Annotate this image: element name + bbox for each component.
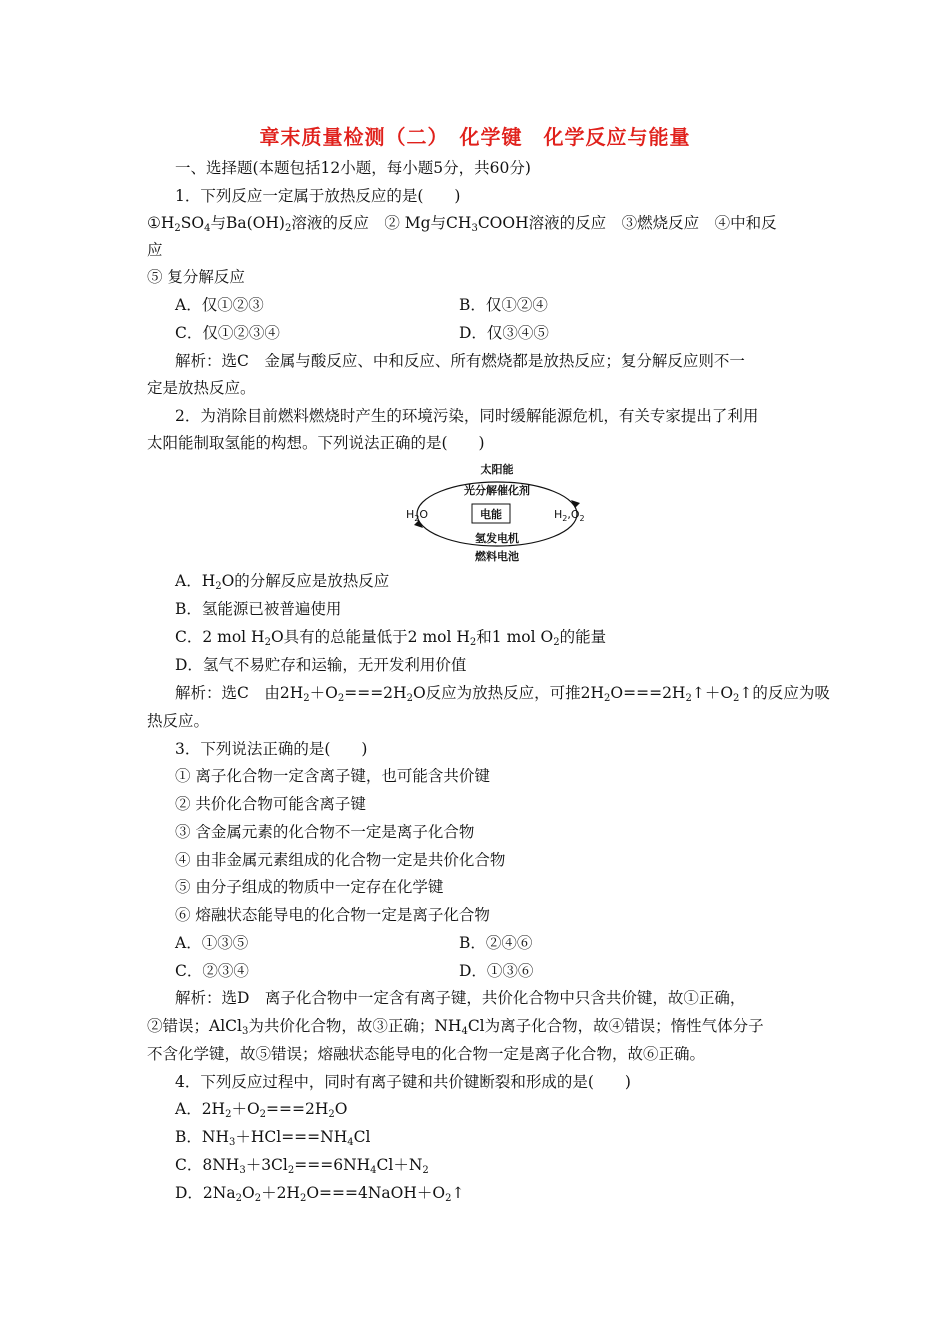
q4-option-d: D．$2Na_2O_2+2H_2O===4NaOH+O_2↑$ — [175, 1184, 465, 1204]
q1-items-wrap: 应 — [147, 241, 163, 259]
q1-option-b: B．仅①②④ — [459, 296, 548, 314]
q3-stem: 3．下列说法正确的是( ) — [175, 740, 368, 758]
q3-option-c: C．②③④ — [175, 962, 249, 980]
q4-option-b: B．$NH_3+HCl===NH_4Cl$ — [175, 1128, 371, 1148]
q2-option-c: C．2 mol $H_2O$具有的总能量低于2 mol $H_2$和1 mol $O_2$的能量 — [175, 628, 607, 648]
page-title: 章末质量检测（二） 化学键 化学反应与能量 — [259, 125, 691, 149]
q1-option-d: D．仅③④⑤ — [459, 324, 549, 342]
q2-stem-wrap: 太阳能制取氢能的构想。下列说法正确的是( ) — [147, 434, 485, 452]
q2-option-a: A．$H_2O$的分解反应是放热反应 — [175, 572, 390, 592]
q3-analysis-line3: 不含化学键，故⑤错误；熔融状态能导电的化合物一定是离子化合物，故⑥正确。 — [147, 1045, 706, 1063]
hydrogen-cycle-diagram — [392, 460, 602, 568]
q3-item-2: ② 共价化合物可能含离子键 — [175, 795, 366, 813]
q1-option-c: C．仅①②③④ — [175, 324, 280, 342]
label-generator: 氢发电机 — [475, 532, 519, 545]
q3-analysis-line2: ②错误；AlCl$_3$为共价化合物，故③正确；$NH_4Cl$为离子化合物，故④错误；惰性气体分子 — [147, 1017, 764, 1037]
q1-item5: ⑤ 复分解反应 — [147, 268, 245, 286]
q3-item-3: ③ 含金属元素的化合物不一定是离子化合物 — [175, 823, 475, 841]
label-solar: 太阳能 — [480, 463, 514, 476]
q3-analysis: 解析：选D 离子化合物中一定含有离子键，共价化合物中只含共价键，故①正确， — [175, 989, 746, 1007]
q3-option-d: D．①③⑥ — [459, 962, 534, 980]
q1-analysis-wrap: 定是放热反应。 — [147, 379, 256, 397]
section-heading: 一、选择题(本题包括12小题，每小题5分，共60分) — [175, 159, 531, 177]
label-water: $H_2O$ — [406, 508, 429, 523]
label-fuel-cell: 燃料电池 — [475, 550, 519, 563]
q3-item-5: ⑤ 由分子组成的物质中一定存在化学键 — [175, 878, 444, 896]
q1-items: $①H_2SO_4$与$Ba(OH)_2$溶液的反应 ② Mg与$CH_3COOH$溶液的反应 ③燃烧反应 ④中和反 — [147, 214, 777, 234]
q4-option-c: C．$8NH_3+3Cl_2===6NH_4Cl+N_2$ — [175, 1156, 429, 1176]
q1-option-a: A．仅①②③ — [175, 296, 264, 314]
q1-stem: 1．下列反应一定属于放热反应的是( ) — [175, 187, 461, 205]
q4-stem: 4．下列反应过程中，同时有离子键和共价键断裂和形成的是( ) — [175, 1073, 631, 1091]
label-catalyst: 光分解催化剂 — [464, 484, 530, 497]
q4-option-a: A．$2H_2+O_2===2H_2O$ — [175, 1100, 348, 1120]
q3-item-6: ⑥ 熔融状态能导电的化合物一定是离子化合物 — [175, 906, 490, 924]
q1-analysis: 解析：选C 金属与酸反应、中和反应、所有燃烧都是放热反应；复分解反应则不一 — [175, 352, 745, 370]
q2-stem: 2．为消除目前燃料燃烧时产生的环境污染，同时缓解能源危机，有关专家提出了利用 — [175, 407, 759, 425]
q3-option-b: B．②④⑥ — [459, 934, 533, 952]
q3-option-a: A．①③⑤ — [175, 934, 249, 952]
q3-item-1: ① 离子化合物一定含离子键，也可能含共价键 — [175, 767, 490, 785]
q2-option-d: D．氢气不易贮存和运输，无开发利用价值 — [175, 656, 467, 674]
label-h2-o2: $H_2,O_2$ — [554, 508, 585, 523]
q2-analysis-wrap: 热反应。 — [147, 712, 210, 730]
q2-option-b: B．氢能源已被普遍使用 — [175, 600, 342, 618]
q2-analysis: 解析：选C 由$2H_2+O_2===2H_2O$反应为放热反应，可推$2H_2O===2H_2↑+O_2↑$的反应为吸 — [175, 684, 830, 704]
arrow-right-icon — [571, 500, 580, 508]
label-electric: 电能 — [480, 508, 502, 521]
q3-item-4: ④ 由非金属元素组成的化合物一定是共价化合物 — [175, 851, 506, 869]
